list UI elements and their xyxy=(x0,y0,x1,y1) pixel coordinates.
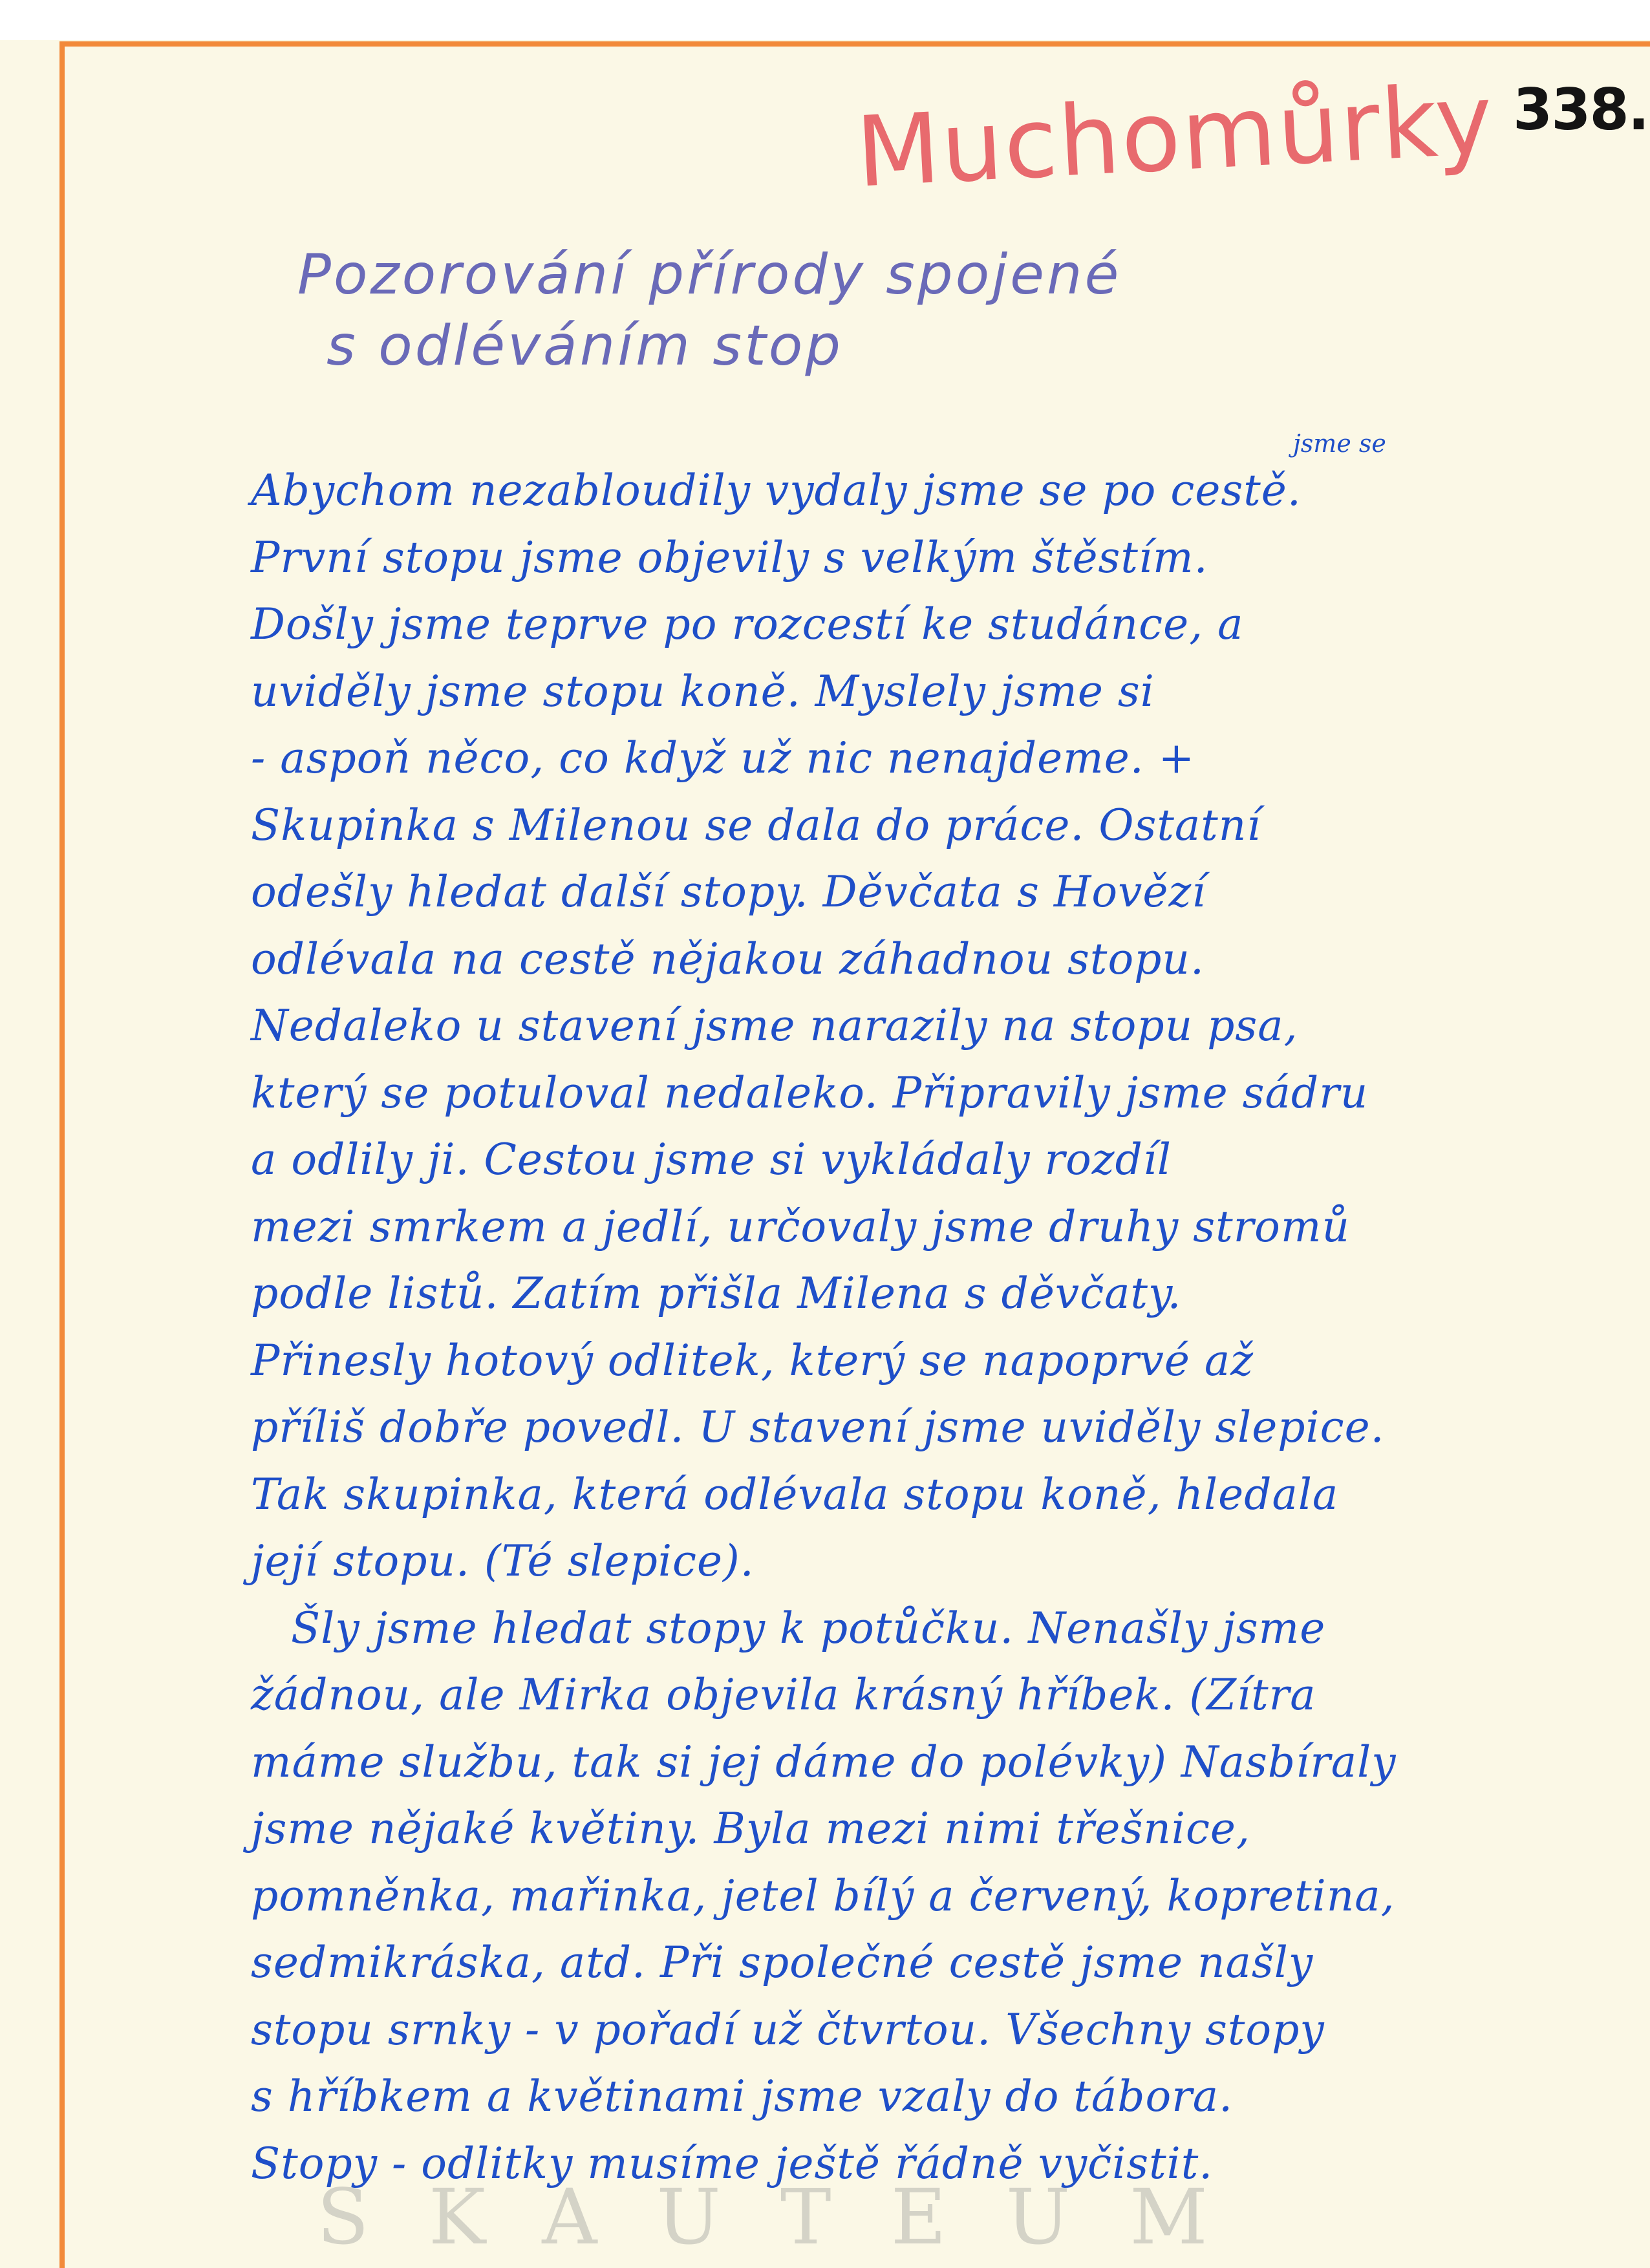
handwritten-line: s hříbkem a květinami jsme vzaly do tábora. xyxy=(251,2071,1234,2121)
handwritten-line: Abychom nezabloudily vydaly jsme se po cestě. xyxy=(251,465,1302,515)
handwritten-line: - aspoň něco, co když už nic nenajdeme. + xyxy=(251,733,1195,783)
handwritten-line: Přinesly hotový odlitek, který se napoprvé až xyxy=(251,1335,1254,1385)
handwritten-line: pomněnka, mařinka, jetel bílý a červený, kopretina, xyxy=(251,1870,1395,1921)
subtitle-line: Pozorování přírody spojené xyxy=(297,242,1122,307)
subtitle-line: s odléváním stop xyxy=(327,314,843,378)
orange-frame-left-border xyxy=(59,41,65,2268)
handwritten-line: její stopu. (Té slepice). xyxy=(251,1536,755,1586)
page-top-margin xyxy=(0,0,1650,40)
handwritten-line: mezi smrkem a jedlí, určovaly jsme druhy stromů xyxy=(251,1201,1350,1252)
handwritten-line: sedmikráska, atd. Při společné cestě jsme našly xyxy=(251,1938,1314,1987)
orange-frame-top-border xyxy=(59,41,1650,47)
handwritten-line: máme službu, tak si jej dáme do polévky) Nasbíraly xyxy=(251,1737,1397,1787)
handwritten-line: podle listů. Zatím přišla Milena s děvčaty. xyxy=(251,1268,1182,1318)
handwritten-line: odlévala na cestě nějakou záhadnou stopu. xyxy=(251,934,1205,984)
handwritten-line: Došly jsme teprve po rozcestí ke studánce, a xyxy=(251,599,1244,649)
page-number: 338. xyxy=(1513,76,1649,143)
handwritten-line: Stopy - odlitky musíme ještě řádně vyčistit. xyxy=(251,2138,1214,2188)
handwritten-line: který se potuloval nedaleko. Připravily jsme sádru xyxy=(251,1067,1369,1118)
handwritten-line: stopu srnky - v pořadí už čtvrtou. Všechny stopy xyxy=(251,2004,1325,2055)
page-heading: Muchomůrky xyxy=(853,63,1497,209)
handwritten-line: odešly hledat další stopy. Děvčata s Hovězí xyxy=(251,867,1206,917)
handwritten-line: Nedaleko u stavení jsme narazily na stopu psa, xyxy=(251,1001,1298,1051)
handwritten-line: První stopu jsme objevily s velkým štěstím. xyxy=(251,532,1208,583)
watermark: SKAUTEUM xyxy=(317,2172,1267,2262)
handwritten-line: jsme nějaké květiny. Byla mezi nimi třešnice, xyxy=(251,1804,1250,1854)
handwritten-line: žádnou, ale Mirka objevila krásný hříbek. (Zítra xyxy=(251,1670,1316,1720)
handwritten-line: Šly jsme hledat stopy k potůčku. Nenašly jsme xyxy=(291,1603,1326,1653)
handwritten-line: uviděly jsme stopu koně. Myslely jsme si xyxy=(251,666,1155,716)
handwritten-insertion: jsme se xyxy=(1293,429,1386,458)
handwritten-line: a odlily ji. Cestou jsme si vykládaly rozdíl xyxy=(251,1135,1172,1184)
handwritten-line: Skupinka s Milenou se dala do práce. Ostatní xyxy=(251,800,1261,850)
handwritten-line: Tak skupinka, která odlévala stopu koně, hledala xyxy=(251,1469,1339,1519)
handwritten-line: příliš dobře povedl. U stavení jsme uviděly slepice. xyxy=(251,1402,1385,1452)
